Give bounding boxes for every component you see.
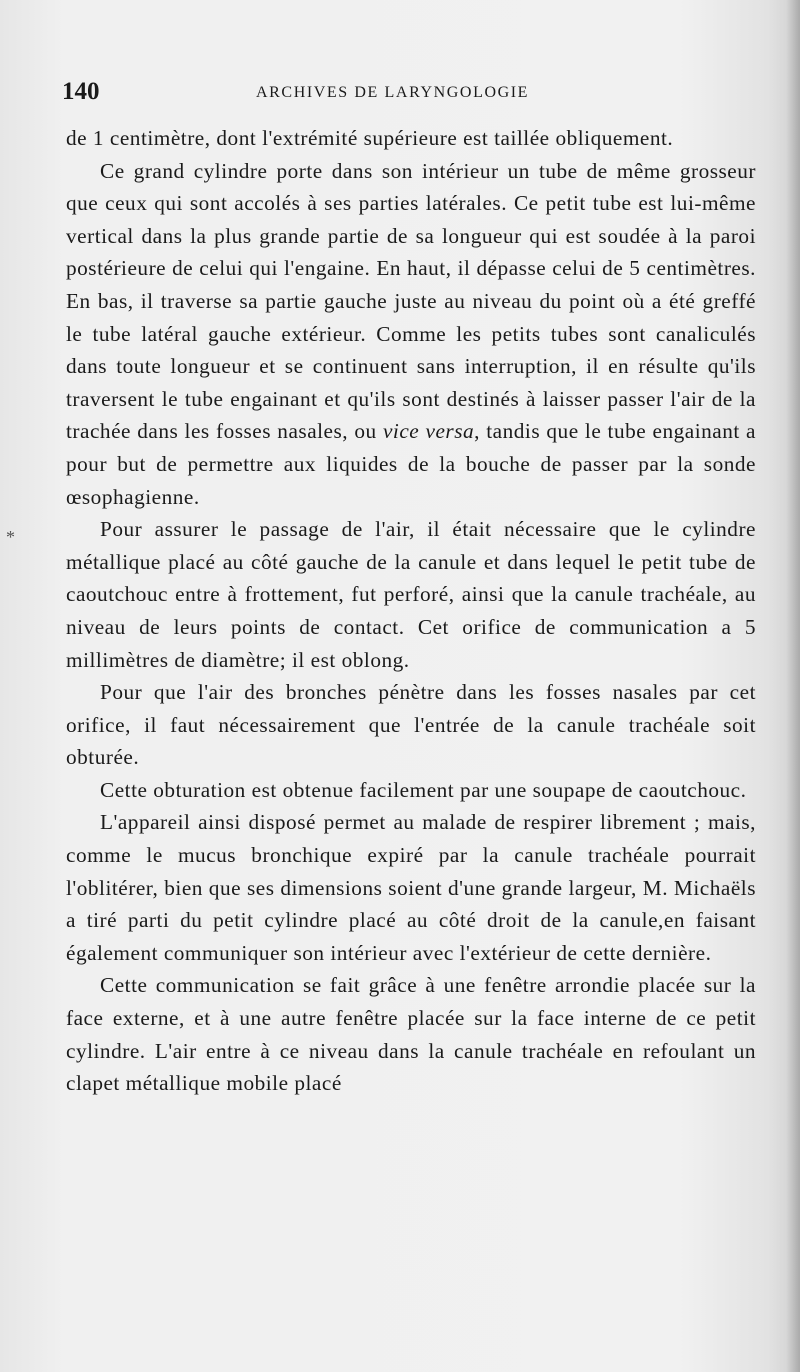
page-number: 140 bbox=[62, 78, 100, 105]
paragraph-2: Ce grand cylindre porte dans son intérieur un tube de même grosseur que ceux qui sont accolés à ses parties latérales. Ce petit tube est lui-même vertical dans la plus grande partie de sa longueur qui est soudée à la paroi postérieure de celui qui l'engaine. En haut, il dépasse celui de 5 centimètres. En bas, il traverse sa partie gauche juste au niveau du point où a été greffé le tube latéral gauche extérieur. Comme les petits tubes sont canaliculés dans toute longueur et se continuent sans interruption, il en résulte qu'ils traversent le tube engainant et qu'ils sont destinés à laisser passer l'air de la trachée dans les fosses nasales, ou vice versa, tandis que le tube engainant a pour but de permettre aux liquides de la bouche de passer par la sonde œsophagienne. bbox=[66, 158, 756, 509]
page-header bbox=[62, 78, 752, 114]
paragraph-5: Cette obturation est obtenue facilement par une soupape de caoutchouc. bbox=[100, 777, 747, 802]
margin-mark: * bbox=[6, 527, 15, 547]
paragraph-3: Pour assurer le passage de l'air, il était nécessaire que le cylindre métallique placé au côté gauche de la canule et dans lequel le petit tube de caoutchouc entre à frottement, fut perforé, ainsi que la canule trachéale, au niveau de leurs points de contact. Cet orifice de communication a 5 millimètres de diamètre; il est oblong. bbox=[66, 517, 756, 672]
paragraph-4: Pour que l'air des bronches pénètre dans les fosses nasales par cet orifice, il faut nécessairement que l'entrée de la canule trachéale soit obturée. bbox=[66, 680, 756, 770]
paragraph-1: de 1 centimètre, dont l'extrémité supérieure est taillée obliquement. bbox=[66, 126, 674, 150]
italic-phrase: vice versa bbox=[382, 419, 475, 444]
page-gutter-shadow bbox=[786, 0, 800, 1372]
paragraph-7: Cette communication se fait grâce à une fenêtre arrondie placée sur la face externe, et à une autre fenêtre placée sur la face interne de ce petit cylindre. L'air entre à ce niveau dans la canule trachéale en refoulant un clapet métallique mobile placé bbox=[66, 973, 756, 1096]
paragraph-6: L'appareil ainsi disposé permet au malade de respirer librement ; mais, comme le mucus bronchique expiré par la canule trachéale pourrait l'oblitérer, bien que ses dimensions soient d'une grande largeur, M. Michaëls a tiré parti du petit cylindre placé au côté droit de la canule,en faisant également communiquer son intérieur avec l'extérieur de cette dernière. bbox=[66, 810, 756, 965]
body-text bbox=[66, 122, 756, 1100]
running-head: ARCHIVES DE LARYNGOLOGIE bbox=[256, 84, 530, 101]
